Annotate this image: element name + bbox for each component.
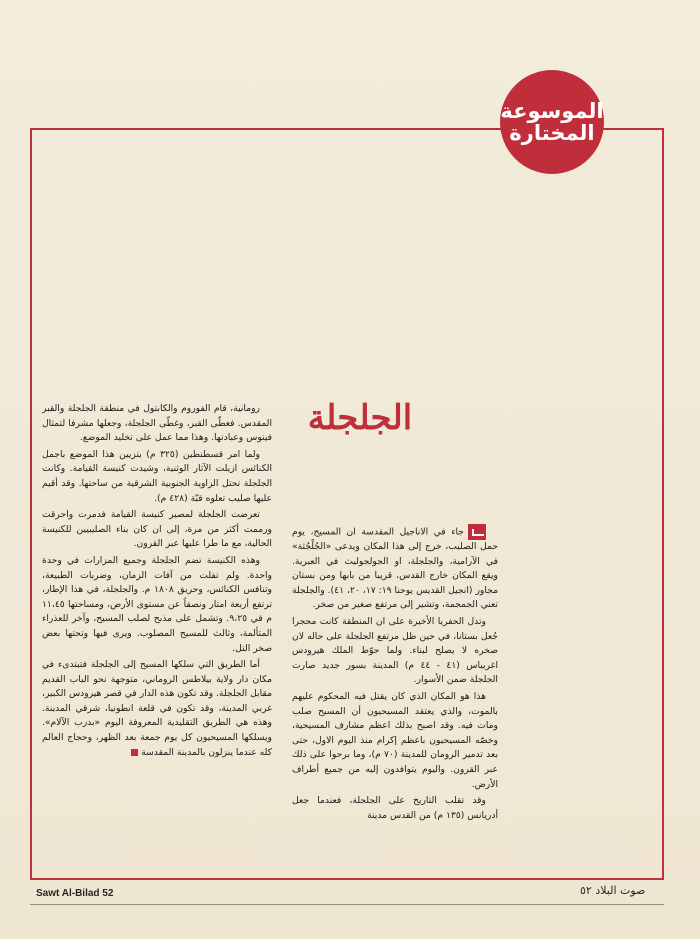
paragraph: ولما امر قسطنطين (٣٢٥ م) بتزيين هذا الموضع باجمل الكنائس ازيلت الآثار الوثنية، وشيدت كنيسة القيامة. وكانت الجلجلة تحتل الزاوية الجنوبية الشرقية من ساحتها. وقد أقيم عليها صليب تعلوه قبّة (٤٢٨ م). (42, 448, 272, 504)
article-column-left (42, 402, 272, 876)
article-column-right (292, 524, 498, 876)
paragraph: وهذه الكنيسة تضم الجلجلة وجميع المزارات في وحدة واحدة. ولم تفلت من آفات الزمان، وضربات الطبيعة، وتنافس الكنائس، وحريق ١٨٠٨ م. والجلجلة، في هذا الإطار، ترتفع أربعة امتار ونصفاً عن مستوى الأرض، ومساحتها ١١،٤٥ م في ٩،٢٥. وتشمل على مذبح لصلب المسيح، وآخر للعذراء المتألمة، وثالث للمسيح المصلوب. ويرى فيها وتحتها بعض صخر التل. (42, 554, 272, 654)
section-badge (500, 70, 604, 174)
footer-rule (30, 904, 664, 905)
badge-line-1: الموسوعة (500, 98, 604, 123)
badge-line-2: المختارة (509, 121, 595, 145)
article-start-icon (468, 524, 486, 540)
paragraph: وقد تقلب التاريخ على الجلجلة، فعندما جعل أدريانس (١٣٥ م) من القدس مدينة (292, 795, 498, 821)
paragraph: وتدل الحفريا الأخيرة على ان المنطقة كانت محجرا جُعل بستانا، في حين ظل مرتفع الجلجلة على حاله لان صخره لا يصلح لبناء. ولما حوّط الملك هيرودس اغريباس (٤١ - ٤٤ م) المدينة بسور جديد صارت الجلجلة ضمن الأسوار. (292, 616, 498, 686)
paragraph: رومانية، قام الفوروم والكابتول في منطقة الجلجلة والقبر المقدس. فغطّى القبر، وغطّى الجلجلة، وجعلها مشرفا لتمثال فينوس وعبادتها. وهذا مما عمل على تخليد الموضع. (42, 403, 272, 444)
paragraph: جاء في الاناجيل المقدسة ان المسيح، يوم حمل الصليب، خرج إلى هذا المكان ويدعى «الجُلْجُثة» في الآرامية، والجلجلة، او الجولجوليث في العبرية. ويقع المكان خارج القدس، قريبا من بابها ومن بستان مجاور (انجيل القديس يوحنا ١٩: ١٧، ٢٠، ٤١). والجلجلة تعني الجمجمة، وتشير إلى مرتفع صغير من صخر. (292, 524, 498, 613)
paragraph: تعرضت الجلجلة لمصير كنيسة القيامة فدمرت واحرقت ورممت أكثر من مرة، إلى ان كان بناء الصليبيين للكنيسة الحالية، مع ما طرا عليها عبر القرون. (42, 509, 272, 550)
article-title: الجلجلة (307, 398, 413, 438)
paragraph: هذا هو المكان الذي كان يقتل فيه المحكوم عليهم بالموت، والذي يعتقد المسيحيون أن المسيح صلب ومات فيه. وقد اصبح بذلك اعظم مشارف المسيحية، وخصّه المسيحيون باعظم إكرام منذ اليوم الاول، حتى بعد تدمير الرومان للمدينة (٧٠ م)، وما برحوا على ذلك عبر القرون. واليوم يتوافدون إليه من جميع أطراف الأرض. (292, 691, 498, 790)
article-end-icon (131, 749, 138, 756)
footer-page-label-arabic: صوت البلاد ٥٢ (580, 884, 646, 897)
paragraph: أما الطريق التي سلكها المسيح إلى الجلجلة فتبتدىء في مكان دار ولاية بيلاطس الروماني، متوجهة نحو الباب القديم مقابل الجلجلة. وقد تكون هذه الدار في قصر هيرودس الكبير، غربي المدينة، وقد تكون في قلعة انطونيا، شرقي المدينة. وهذه هي الطريق التقليدية المعروفة اليوم «بدرب الآلام». ويسلكها المسيحيون كل يوم جمعة بعد الظهر، وحجاج العالم كله عندما ينزلون بالمدينة المقدسة (42, 659, 272, 758)
footer-page-label-latin: Sawt Al-Bilad 52 (36, 888, 114, 899)
